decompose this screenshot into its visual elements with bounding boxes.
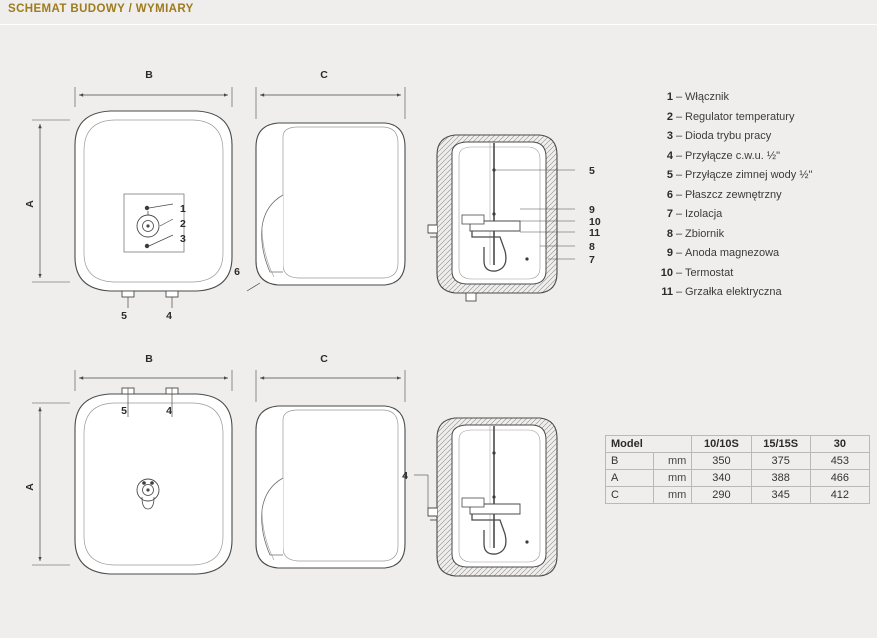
- legend-number: 6: [666, 188, 673, 201]
- table-row-unit: mm: [654, 470, 692, 487]
- top-callout-2: 2: [180, 218, 186, 230]
- top-callout-4-bottom: 4: [166, 310, 172, 322]
- legend-number: 5: [666, 169, 673, 181]
- table-cell: 412: [810, 487, 869, 504]
- table-row: [606, 487, 870, 504]
- table-header-10: 10/10S: [692, 436, 751, 453]
- legend-dash: –: [675, 247, 683, 259]
- legend-number: 10: [660, 266, 673, 279]
- legend-label: Zbiornik: [685, 227, 725, 240]
- bottom-callout-4: 4: [166, 405, 172, 417]
- legend-number: 9: [666, 247, 673, 259]
- legend-item: [655, 225, 875, 245]
- table-cell: 350: [692, 453, 751, 470]
- top-dim-a: [32, 120, 70, 282]
- legend-label: Anoda magnezowa: [685, 247, 780, 259]
- table-cell: 453: [810, 453, 869, 470]
- table-row-label: B: [606, 453, 654, 470]
- top-dim-c: [256, 87, 405, 119]
- top-callout-5-section: 5: [589, 165, 595, 177]
- table-row: [606, 470, 870, 487]
- legend-dash: –: [675, 286, 683, 298]
- legend-label: Przyłącze zimnej wody ½": [685, 169, 813, 181]
- bottom-dim-b: [75, 370, 232, 391]
- bottom-front-view: [75, 388, 232, 574]
- legend-number: 11: [661, 286, 673, 298]
- diagram-canvas: [0, 25, 877, 638]
- legend-item: [655, 205, 875, 225]
- header-bar: [0, 0, 877, 22]
- legend-number: 1: [666, 91, 673, 103]
- top-callout-11: 11: [589, 227, 601, 239]
- top-dim-a-label: A: [24, 200, 36, 208]
- legend-label: Izolacja: [685, 208, 723, 220]
- table-row-label: A: [606, 470, 654, 487]
- bottom-callout-4-section: 4: [402, 470, 408, 482]
- table-cell: 388: [751, 470, 810, 487]
- legend-item: [655, 108, 875, 128]
- legend-item: [655, 244, 875, 264]
- top-section-view: [428, 135, 575, 301]
- top-callout-8: 8: [589, 241, 595, 253]
- dimensions-table-wrap: [605, 435, 870, 504]
- legend-dash: –: [675, 91, 683, 103]
- legend-item: [655, 88, 875, 108]
- table-cell: 375: [751, 453, 810, 470]
- legend-dash: –: [675, 208, 683, 220]
- top-callout-10: 10: [589, 216, 601, 228]
- legend-dash: –: [675, 169, 683, 181]
- legend-dash: –: [675, 266, 683, 279]
- table-cell: 290: [692, 487, 751, 504]
- legend-dash: –: [675, 130, 683, 142]
- table-cell: 345: [751, 487, 810, 504]
- bottom-dim-b-label: B: [145, 353, 153, 365]
- top-callout-3: 3: [180, 233, 186, 245]
- legend-label: Przyłącze c.w.u. ½": [685, 149, 780, 162]
- legend-dash: –: [675, 110, 683, 123]
- table-header-model: Model: [606, 436, 692, 453]
- legend-item: [655, 283, 875, 303]
- legend-dash: –: [675, 188, 683, 201]
- table-row-label: C: [606, 487, 654, 504]
- bottom-dim-a: [32, 403, 70, 565]
- legend-dash: –: [675, 149, 683, 162]
- top-callout-1: 1: [180, 203, 186, 215]
- table-row-unit: mm: [654, 453, 692, 470]
- table-row: [606, 453, 870, 470]
- table-cell: 466: [810, 470, 869, 487]
- bottom-dim-a-label: A: [24, 483, 36, 491]
- legend-list: [655, 88, 875, 303]
- table-header-30: 30: [810, 436, 869, 453]
- top-callout-6: 6: [234, 266, 240, 278]
- bottom-side-view: [256, 406, 405, 568]
- legend-number: 2: [666, 110, 673, 123]
- top-dim-b: [75, 87, 232, 107]
- bottom-callout-5: 5: [121, 405, 127, 417]
- top-callout-7: 7: [589, 254, 595, 266]
- top-dim-b-label: B: [145, 69, 153, 81]
- legend-label: Włącznik: [685, 91, 730, 103]
- legend-item: [655, 147, 875, 167]
- top-dim-c-label: C: [320, 69, 328, 81]
- legend-label: Dioda trybu pracy: [685, 130, 772, 142]
- top-callout-5-bottom: 5: [121, 310, 127, 322]
- legend-number: 3: [666, 130, 673, 142]
- bottom-dim-c: [256, 370, 405, 402]
- table-header-row: [606, 436, 870, 453]
- legend-label: Grzałka elektryczna: [685, 286, 782, 298]
- legend-item: [655, 127, 875, 147]
- legend-label: Regulator temperatury: [685, 110, 795, 123]
- table-header-15: 15/15S: [751, 436, 810, 453]
- legend-number: 4: [666, 149, 673, 162]
- top-front-view: [75, 111, 232, 308]
- table-row-unit: mm: [654, 487, 692, 504]
- legend-item: [655, 166, 875, 186]
- legend-number: 7: [666, 208, 673, 220]
- legend-label: Termostat: [685, 266, 734, 279]
- bottom-section-view: [414, 418, 557, 576]
- legend-dash: –: [675, 227, 683, 240]
- dimensions-table: [605, 435, 870, 504]
- page-title: SCHEMAT BUDOWY / WYMIARY: [8, 3, 194, 15]
- top-callout-9: 9: [589, 204, 595, 216]
- legend-label: Płaszcz zewnętrzny: [685, 188, 782, 201]
- table-cell: 340: [692, 470, 751, 487]
- legend-item: [655, 264, 875, 284]
- legend-item: [655, 186, 875, 206]
- legend-number: 8: [666, 227, 673, 240]
- top-side-view: [247, 123, 405, 291]
- bottom-dim-c-label: C: [320, 353, 328, 365]
